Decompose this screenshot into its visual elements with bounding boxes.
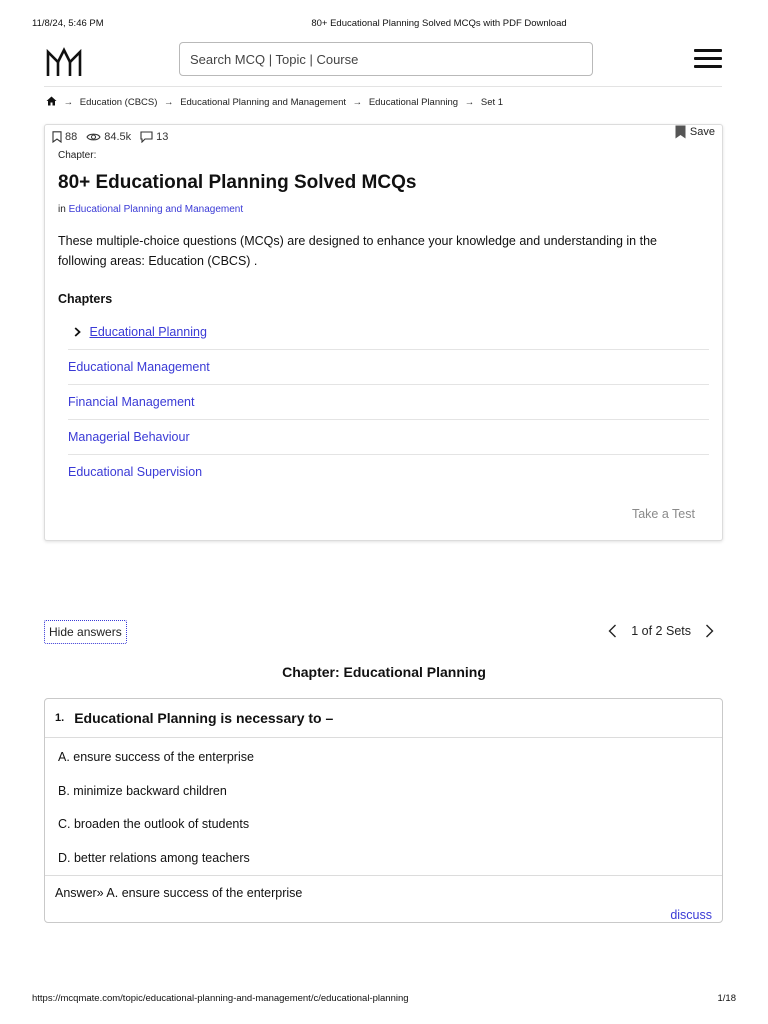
- chapter-link-educational-planning[interactable]: Educational Planning: [89, 325, 207, 339]
- question-card: [44, 698, 723, 923]
- breadcrumb: [46, 96, 503, 108]
- set-pager: [608, 624, 714, 638]
- topic-line: [58, 204, 243, 215]
- eye-icon: [86, 132, 101, 142]
- views-stat: [86, 131, 131, 143]
- breadcrumb-item-planning-management[interactable]: Educational Planning and Management: [180, 97, 347, 108]
- take-a-test-button[interactable]: Take a Test: [631, 507, 695, 521]
- breadcrumb-separator: →: [164, 97, 174, 108]
- chapter-label: Chapter:: [58, 150, 97, 161]
- pager-label: 1 of 2 Sets: [631, 624, 691, 638]
- chevron-right-icon[interactable]: [705, 624, 714, 638]
- save-button[interactable]: [675, 125, 715, 139]
- answer-text: Answer» A. ensure success of the enterprise: [55, 886, 303, 900]
- home-icon[interactable]: [46, 96, 57, 106]
- search-input[interactable]: [179, 42, 593, 76]
- question-number: 1.: [55, 712, 65, 724]
- in-prefix: in: [58, 204, 66, 215]
- chapter-item[interactable]: [68, 455, 709, 489]
- option-b[interactable]: B. minimize backward children: [58, 783, 227, 798]
- discuss-link[interactable]: discuss: [670, 908, 712, 922]
- chapter-link-financial-management[interactable]: Financial Management: [68, 395, 195, 409]
- hide-answers-button[interactable]: Hide answers: [44, 620, 127, 644]
- comment-icon: [140, 131, 153, 143]
- bookmark-icon: [52, 131, 62, 143]
- comments-stat: [140, 131, 168, 143]
- question-text: Educational Planning is necessary to –: [74, 710, 334, 726]
- chapter-link-managerial-behaviour[interactable]: Managerial Behaviour: [68, 430, 190, 444]
- views-count: 84.5k: [104, 131, 132, 143]
- breadcrumb-item-education[interactable]: Education (CBCS): [79, 97, 158, 108]
- chapter-item[interactable]: [68, 420, 709, 455]
- chapter-link-educational-management[interactable]: Educational Management: [68, 360, 210, 374]
- site-logo[interactable]: [44, 46, 84, 78]
- breadcrumb-separator: →: [63, 97, 74, 108]
- print-date: 11/8/24, 5:46 PM: [32, 18, 104, 29]
- topic-link[interactable]: Educational Planning and Management: [68, 204, 244, 215]
- print-url: https://mcqmate.com/topic/educational-planning-and-management/c/educational-planning: [32, 993, 409, 1004]
- option-list: [45, 738, 722, 875]
- print-header: [32, 18, 736, 32]
- saves-count: 88: [65, 131, 78, 143]
- print-doc-title: 80+ Educational Planning Solved MCQs with PDF Download: [311, 18, 567, 29]
- chapter-item-current: [68, 315, 709, 350]
- breadcrumb-separator: →: [464, 97, 475, 108]
- print-page-number: 1/18: [717, 993, 736, 1004]
- comments-count: 13: [156, 131, 169, 143]
- chapter-item[interactable]: [68, 385, 709, 420]
- stats-bar: [52, 131, 177, 143]
- bookmark-filled-icon: [675, 125, 686, 139]
- option-c[interactable]: C. broaden the outlook of students: [58, 817, 250, 831]
- option-d[interactable]: D. better relations among teachers: [58, 850, 250, 865]
- chevron-left-icon[interactable]: [608, 624, 617, 638]
- top-bar: [44, 40, 722, 87]
- chapter-link-educational-supervision[interactable]: Educational Supervision: [68, 465, 203, 479]
- breadcrumb-item-educational-planning[interactable]: Educational Planning: [368, 97, 459, 108]
- chapter-item[interactable]: [68, 350, 709, 385]
- saves-stat: [52, 131, 77, 143]
- topic-card: [44, 124, 723, 541]
- topic-description: These multiple-choice questions (MCQs) are designed to enhance your knowledge and understanding in the following areas: Education (CBCS) .: [58, 234, 657, 268]
- chevron-right-icon: [74, 327, 81, 337]
- section-heading: Chapter: Educational Planning: [282, 664, 486, 680]
- hamburger-menu-icon[interactable]: [694, 49, 722, 71]
- answer-panel: [45, 875, 722, 928]
- breadcrumb-item-set: Set 1: [480, 97, 504, 108]
- save-label: Save: [689, 126, 715, 138]
- page-title: 80+ Educational Planning Solved MCQs: [58, 172, 417, 193]
- breadcrumb-separator: →: [352, 97, 363, 108]
- option-a[interactable]: A. ensure success of the enterprise: [58, 750, 254, 764]
- chapter-list: [68, 315, 709, 489]
- chapters-heading: Chapters: [58, 292, 113, 306]
- question-header: [45, 699, 722, 738]
